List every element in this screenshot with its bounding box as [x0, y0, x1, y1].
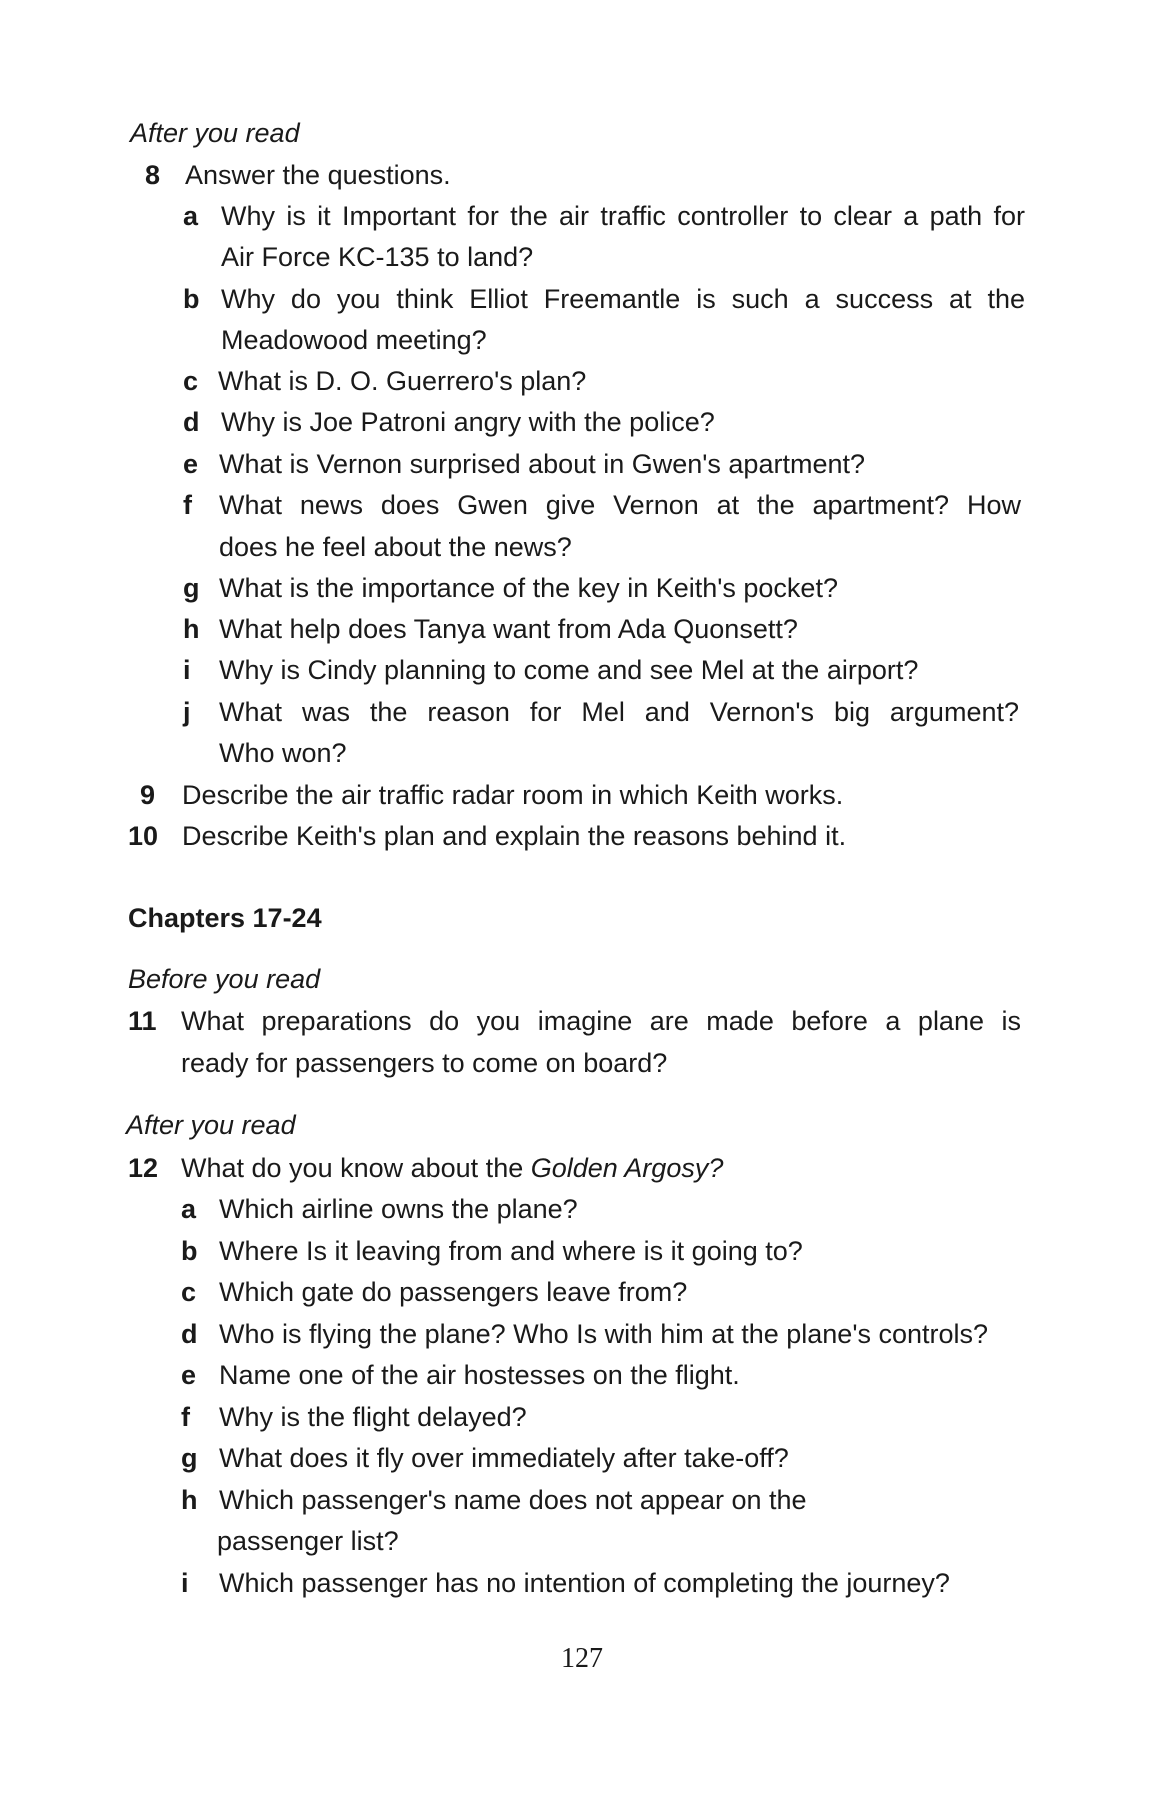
question-text: Describe Keith's plan and explain the reasons behind it. [182, 821, 847, 851]
item-text: Name one of the air hostesses on the flight. [219, 1360, 740, 1390]
item-letter: b [181, 1236, 198, 1266]
section-heading-after-you-read-2: After you read [126, 1110, 296, 1140]
item-text: What is D. O. Guerrero's plan? [218, 366, 587, 396]
item-letter: e [183, 449, 199, 479]
item-text: What does it fly over immediately after take-off? [219, 1443, 789, 1473]
question-number: 8 [145, 160, 161, 190]
item-letter: g [183, 573, 200, 603]
question-12-item-h-cont: passenger list? [217, 1526, 399, 1556]
item-letter: h [181, 1485, 198, 1515]
question-text: Answer the questions. [185, 160, 451, 190]
item-text: Why is it Important for the air traffic controller to clear a path for [221, 201, 1025, 231]
item-letter: i [181, 1568, 189, 1598]
page-number: 127 [561, 1643, 603, 1674]
question-text [181, 1155, 723, 1182]
question-number: 12 [128, 1153, 159, 1183]
question-number: 9 [140, 780, 156, 810]
item-letter: d [181, 1319, 198, 1349]
section-heading-after-you-read: After you read [130, 118, 300, 148]
section-heading-before-you-read: Before you read [128, 964, 321, 994]
item-text: What is Vernon surprised about in Gwen's apartment? [219, 449, 865, 479]
item-text: Why is Joe Patroni angry with the police? [221, 407, 715, 437]
item-text: Why is Cindy planning to come and see Mel at the airport? [219, 655, 919, 685]
question-text-plain: What do you know about the [181, 1153, 531, 1183]
item-letter: j [183, 697, 191, 727]
item-letter: f [183, 490, 192, 520]
item-text: Which gate do passengers leave from? [219, 1277, 688, 1307]
question-8-item-f-cont: does he feel about the news? [219, 532, 572, 562]
item-text: Which airline owns the plane? [219, 1194, 578, 1224]
item-text: What news does Gwen give Vernon at the apartment? How [219, 490, 1021, 520]
item-letter: b [183, 284, 200, 314]
item-letter: c [181, 1277, 197, 1307]
question-8-item-a-cont: Air Force KC-135 to land? [221, 242, 534, 272]
item-letter: g [181, 1443, 198, 1473]
item-text: Which passenger's name does not appear on the [219, 1485, 807, 1515]
question-number: 10 [128, 821, 159, 851]
item-text: Why do you think Elliot Freemantle is such a success at the [221, 284, 1025, 314]
question-number: 11 [128, 1006, 157, 1036]
book-title: Golden Argosy? [530, 1153, 724, 1183]
item-letter: f [181, 1402, 190, 1432]
question-8-item-j-cont: Who won? [219, 738, 347, 768]
item-text: Why is the flight delayed? [219, 1402, 527, 1432]
item-text: What was the reason for Mel and Vernon's big argument? [219, 697, 1019, 727]
item-letter: e [181, 1360, 197, 1390]
question-8-item-b-cont: Meadowood meeting? [221, 325, 487, 355]
item-letter: h [183, 614, 200, 644]
item-letter: a [181, 1194, 197, 1224]
item-letter: c [183, 366, 199, 396]
question-text: Describe the air traffic radar room in which Keith works. [182, 780, 844, 810]
item-text: Where Is it leaving from and where is it going to? [219, 1236, 803, 1266]
item-text: What is the importance of the key in Keith's pocket? [219, 573, 838, 603]
item-letter: i [183, 655, 191, 685]
item-text: Which passenger has no intention of completing the journey? [219, 1568, 950, 1598]
question-11-cont: ready for passengers to come on board? [181, 1048, 668, 1078]
item-text: Who is flying the plane? Who Is with him at the plane's controls? [219, 1319, 989, 1349]
item-letter: a [183, 201, 199, 231]
question-text: What preparations do you imagine are made before a plane is [181, 1006, 1021, 1036]
chapter-heading: Chapters 17-24 [128, 903, 322, 933]
item-text: What help does Tanya want from Ada Quonsett? [219, 614, 798, 644]
item-letter: d [183, 407, 200, 437]
